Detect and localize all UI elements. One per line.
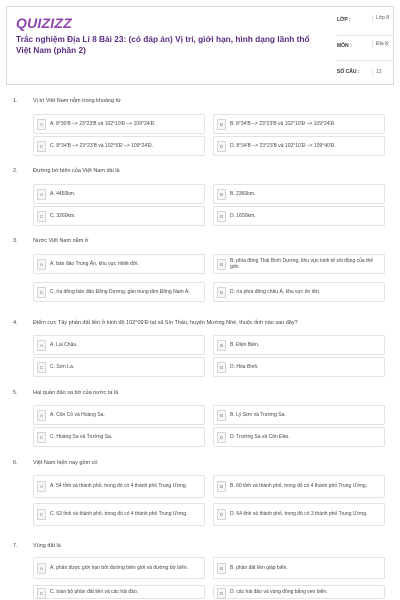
option-text: C. Hoàng Sa và Trường Sa. — [50, 433, 113, 440]
option-letter: B — [217, 481, 226, 492]
option-letter: B — [217, 259, 226, 270]
option-letter: B — [217, 119, 226, 130]
option-letter: A — [37, 119, 46, 130]
option-letter: D — [217, 362, 226, 373]
option-text: B. phía đông Thái Bình Dương, khu vực kinh tế sôi động của thế giới. — [230, 257, 374, 270]
option-text: B. Điện Biên. — [230, 341, 260, 348]
subject-label: MÔN : — [337, 43, 352, 49]
option-letter: D — [217, 287, 226, 298]
option-c[interactable] — [33, 427, 205, 447]
option-c[interactable] — [33, 206, 205, 226]
option-c[interactable] — [33, 136, 205, 156]
option-letter: A — [37, 410, 46, 421]
question-number: 1. — [13, 98, 18, 104]
meta-divider — [337, 60, 393, 61]
option-letter: D — [217, 211, 226, 222]
option-text: D. Hòa Bình. — [230, 363, 259, 370]
question-number: 4. — [13, 320, 18, 326]
option-text: B. 60 tỉnh và thành phố, trong đó có 4 thành phố Trung Ương. — [230, 483, 368, 490]
option-b[interactable] — [213, 254, 385, 274]
subject-value: Địa lý — [372, 41, 390, 48]
count-label: SỐ CÂU : — [337, 69, 360, 75]
option-c[interactable] — [33, 357, 205, 377]
option-d[interactable] — [213, 503, 385, 526]
option-a[interactable] — [33, 557, 205, 579]
option-text: C. rìa đông bán đảo Đông Dương, gần trung tâm Đông Nam Á. — [50, 288, 190, 295]
option-d[interactable] — [213, 206, 385, 226]
option-letter: A — [37, 189, 46, 200]
option-text: D. 1650km. — [230, 212, 256, 219]
option-c[interactable] — [33, 503, 205, 526]
option-letter: C — [37, 588, 46, 599]
option-c[interactable] — [33, 585, 205, 599]
option-a[interactable] — [33, 114, 205, 134]
option-text: A. 4450km. — [50, 190, 76, 197]
option-text: B. phần đất liền giáp biển. — [230, 564, 288, 571]
question-text: Vị trí Việt Nam nằm trong khoảng từ — [33, 98, 121, 104]
option-a[interactable] — [33, 405, 205, 425]
quiz-header — [6, 6, 394, 85]
option-letter: D — [217, 509, 226, 520]
option-letter: B — [217, 410, 226, 421]
option-text: C. 8°34'B –> 23°23'B và 102°5'Đ –> 109°24'Đ. — [50, 142, 153, 149]
option-d[interactable] — [213, 282, 385, 302]
option-letter: B — [217, 189, 226, 200]
option-a[interactable] — [33, 184, 205, 204]
quizizz-logo[interactable]: QUIZIZZ — [16, 15, 72, 31]
option-letter: D — [217, 141, 226, 152]
class-value: Lớp 8 — [372, 15, 390, 22]
option-letter: B — [217, 340, 226, 351]
meta-divider — [337, 35, 393, 36]
option-letter: A — [37, 481, 46, 492]
option-text: A. 8°30'B –> 23°23'B và 102°10'Đ –> 109°24'Đ. — [50, 120, 156, 127]
option-text: B. 8°34'B –> 23°23'B và 102°10'Đ –> 109°24'Đ. — [230, 120, 336, 127]
option-letter: A — [37, 340, 46, 351]
option-d[interactable] — [213, 136, 385, 156]
question-text: Nước Việt Nam nằm ở — [33, 238, 89, 244]
count-value: 13 — [372, 69, 390, 76]
option-text: C. 63 tỉnh và thành phố, trong đó có 4 thành phố Trung Ương. — [50, 511, 188, 518]
option-text: D. Trường Sa và Côn Đảo. — [230, 433, 290, 440]
option-text: A. Côn Cỏ và Hoàng Sa. — [50, 411, 105, 418]
option-text: C. Sơn La. — [50, 363, 75, 370]
option-b[interactable] — [213, 114, 385, 134]
option-letter: C — [37, 287, 46, 298]
option-letter: C — [37, 141, 46, 152]
option-text: D. 64 tỉnh và thành phố, trong đó có 3 thành phố Trung Ương. — [230, 511, 368, 518]
option-a[interactable] — [33, 475, 205, 498]
question-number: 2. — [13, 168, 18, 174]
question-number: 7. — [13, 543, 18, 549]
option-d[interactable] — [213, 357, 385, 377]
question-text: Vùng đất là — [33, 543, 61, 549]
option-text: D. 8°34'B –> 23°23'B và 102°10'Đ –> 109°40'Đ. — [230, 142, 336, 149]
option-d[interactable] — [213, 427, 385, 447]
option-a[interactable] — [33, 335, 205, 355]
option-letter: D — [217, 588, 226, 599]
option-letter: C — [37, 211, 46, 222]
option-text: C. 3260km. — [50, 212, 76, 219]
option-text: A. 54 tỉnh và thành phố, trong đó có 4 thành phố Trung Ương. — [50, 483, 188, 490]
question-text: Đường bờ biển của Việt Nam dài là — [33, 168, 120, 174]
option-b[interactable] — [213, 405, 385, 425]
option-text: D. các hải đảo và vùng đồng bằng ven biển. — [230, 589, 328, 596]
option-b[interactable] — [213, 184, 385, 204]
question-number: 6. — [13, 460, 18, 466]
question-number: 3. — [13, 238, 18, 244]
class-label: LỚP : — [337, 17, 351, 23]
option-letter: C — [37, 432, 46, 443]
question-number: 5. — [13, 390, 18, 396]
option-b[interactable] — [213, 475, 385, 498]
option-letter: D — [217, 432, 226, 443]
option-d[interactable] — [213, 585, 385, 599]
option-text: A. bán đảo Trung Ấn, khu vực nhiệt đới. — [50, 260, 139, 267]
quiz-title: Trắc nghiệm Địa Lí 8 Bài 23: (có đáp án) Vị trí, giới hạn, hình dạng lãnh thổ Việt Nam (phần 2) — [16, 34, 310, 55]
option-text: A. Lai Châu. — [50, 341, 78, 348]
option-letter: B — [217, 563, 226, 574]
question-text: Điểm cực Tây phần đất liền ở kinh độ 102°09'Đ tại xã Sín Thầu, huyện Mường Nhé, thuộc tỉnh nào sau đây? — [33, 320, 298, 326]
option-text: B. Lý Sơn và Trường Sa. — [230, 411, 286, 418]
option-letter: C — [37, 362, 46, 373]
option-c[interactable] — [33, 282, 205, 302]
question-text: Việt Nam hiện nay gồm có — [33, 460, 98, 466]
option-text: B. 2360km. — [230, 190, 256, 197]
option-b[interactable] — [213, 557, 385, 579]
option-a[interactable] — [33, 254, 205, 274]
option-letter: A — [37, 563, 46, 574]
option-letter: A — [37, 259, 46, 270]
option-letter: C — [37, 509, 46, 520]
option-b[interactable] — [213, 335, 385, 355]
question-text: Hai quần đảo xa bờ của nước ta là — [33, 390, 119, 396]
option-text: D. rìa phía đông châu Á, khu vực ôn đới. — [230, 288, 321, 295]
option-text: C. toàn bộ phần đất liền và các hải đảo. — [50, 589, 139, 596]
option-text: A. phần được giới hạn bởi đường biên giới và đường bờ biển. — [50, 564, 189, 571]
